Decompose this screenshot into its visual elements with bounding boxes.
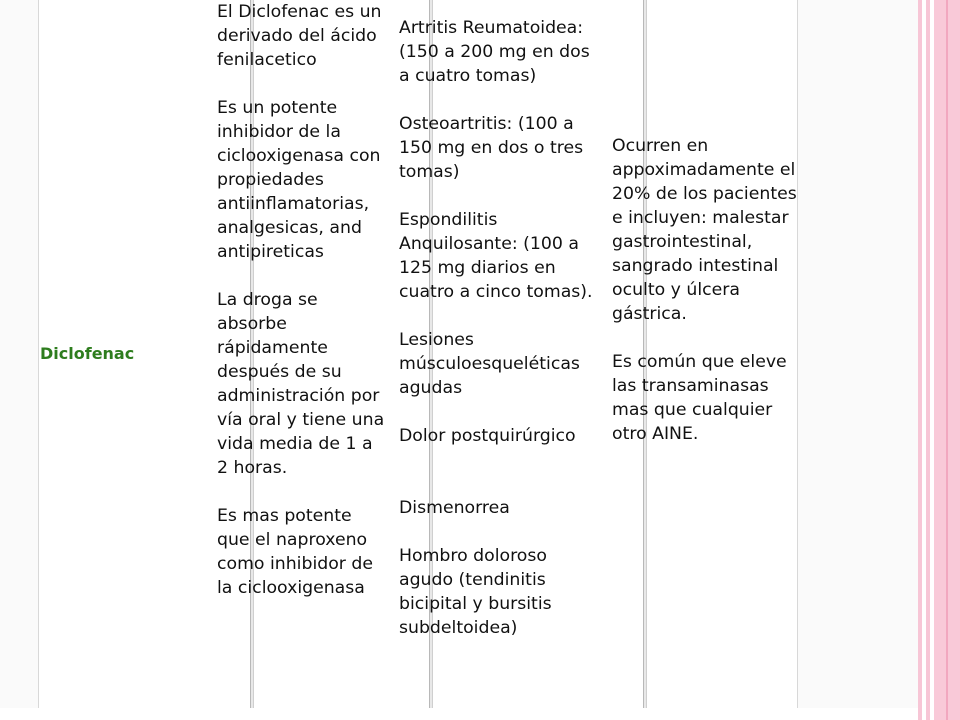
indication-item: Artritis Reumatoidea: (150 a 200 mg en dos a cuatro tomas) xyxy=(399,18,590,86)
theme-stripe-3-line xyxy=(946,0,948,720)
description-paragraph: Es mas potente que el naproxeno como inhibidor de la ciclooxigenasa xyxy=(217,506,373,598)
description-paragraph: Es un potente inhibidor de la ciclooxigenasa con propiedades antiinflamatorias, analgesicas, and antipireticas xyxy=(217,98,381,262)
indications-cell xyxy=(399,16,605,640)
description-paragraph: El Diclofenac es un derivado del ácido fenilacetico xyxy=(217,2,382,70)
indication-item: Hombro doloroso agudo (tendinitis bicipital y bursitis subdeltoidea) xyxy=(399,546,552,638)
description-cell xyxy=(217,0,389,600)
adverse-effect-paragraph: Ocurren en appoximadamente el 20% de los pacientes e incluyen: malestar gastrointestinal, sangrado intestinal oculto y úlcera gástrica. xyxy=(612,136,797,324)
indication-item: Osteoartritis: (100 a 150 mg en dos o tres tomas) xyxy=(399,114,584,182)
adverse-effects-cell xyxy=(612,134,798,446)
indication-item: Lesiones músculoesqueléticas agudas xyxy=(399,330,580,398)
indication-item: Dolor postquirúrgico xyxy=(399,426,576,446)
adverse-effect-paragraph: Es común que eleve las transaminasas mas que cualquier otro AINE. xyxy=(612,352,787,444)
indication-item: Dismenorrea xyxy=(399,498,510,518)
theme-stripe-2 xyxy=(926,0,930,720)
indication-item: Espondilitis Anquilosante: (100 a 125 mg diarios en cuatro a cinco tomas). xyxy=(399,210,593,302)
theme-stripe-1 xyxy=(918,0,922,720)
description-paragraph: La droga se absorbe rápidamente después de su administración por vía oral y tiene una vida media de 1 a 2 horas. xyxy=(217,290,385,478)
drug-name: Diclofenac xyxy=(40,344,135,363)
